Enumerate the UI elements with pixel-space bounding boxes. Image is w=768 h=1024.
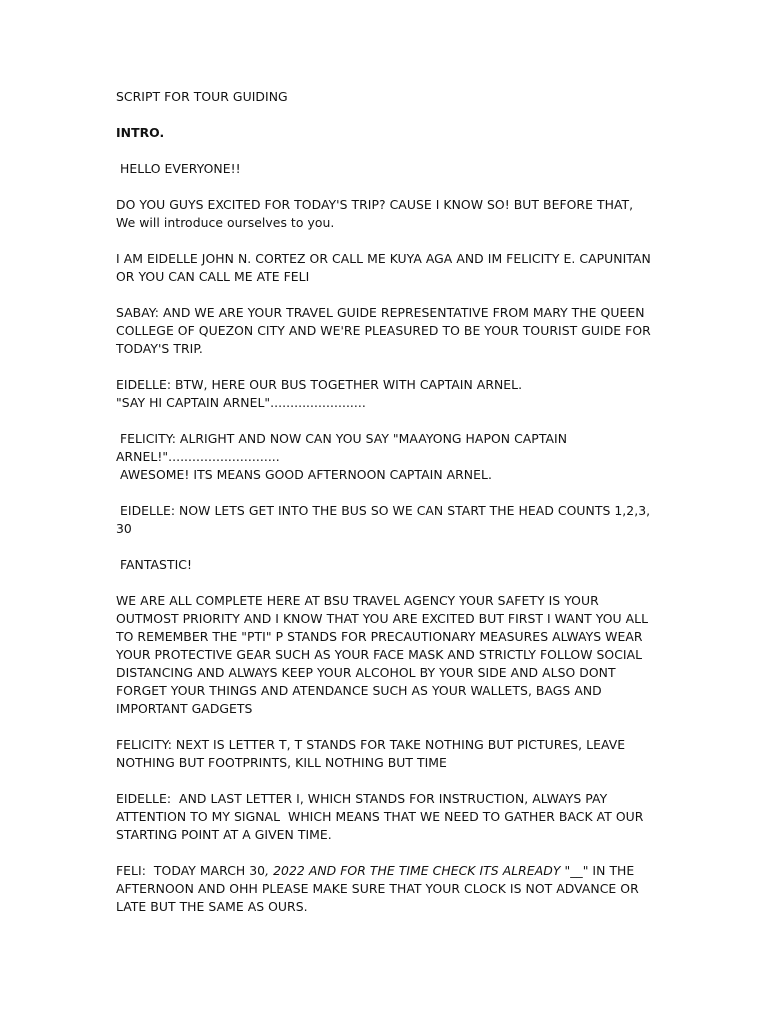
time-check-part-1: FELI: TODAY MARCH 30	[116, 863, 266, 878]
time-check-part-2: , 2022 AND FOR THE TIME CHECK ITS ALREADY "	[265, 863, 571, 878]
paragraph-head-count: EIDELLE: NOW LETS GET INTO THE BUS SO WE CAN START THE HEAD COUNTS 1,2,3, 30	[116, 503, 655, 536]
paragraph-excited: DO YOU GUYS EXCITED FOR TODAY'S TRIP? CAUSE I KNOW SO! BUT BEFORE THAT, We will introduce ourselves to you.	[116, 197, 634, 230]
paragraph-bus	[116, 376, 656, 412]
bus-line-1: EIDELLE: BTW, HERE OUR BUS TOGETHER WITH CAPTAIN ARNEL.	[116, 377, 523, 392]
paragraph-sabay: SABAY: AND WE ARE YOUR TRAVEL GUIDE REPRESENTATIVE FROM MARY THE QUEEN COLLEGE OF QUEZON CITY AND WE'RE PLEASURED TO BE YOUR TOURIST GUIDE FOR TODAY'S TRIP.	[116, 305, 651, 356]
captain-line-2: AWESOME! ITS MEANS GOOD AFTERNOON CAPTAIN ARNEL.	[116, 467, 492, 482]
paragraph-pti: WE ARE ALL COMPLETE HERE AT BSU TRAVEL AGENCY YOUR SAFETY IS YOUR OUTMOST PRIORITY AND I KNOW THAT YOU ARE EXCITED BUT FIRST I WANT YOU ALL TO REMEMBER THE "PTI" P STANDS FOR PRECAUTIONARY MEASURES ALWAYS WEAR YOUR PROTECTIVE GEAR SUCH AS YOUR FACE MASK AND STRICTLY FOLLOW SOCIAL DISTANCING AND ALWAYS KEEP YOUR ALCOHOL BY YOUR SIDE AND ALSO DONT FORGET YOUR THINGS AND ATENDANCE SUCH AS YOUR WALLETS, BAGS AND IMPORTANT GADGETS	[116, 593, 649, 716]
time-check-part-3: __" IN THE AFTERNOON AND OHH PLEASE MAKE SURE THAT YOUR CLOCK IS NOT ADVANCE OR LATE BUT THE SAME AS OURS.	[116, 863, 643, 914]
paragraph-time-check	[116, 862, 656, 916]
document-title: SCRIPT FOR TOUR GUIDING	[116, 89, 288, 104]
paragraph-fantastic: FANTASTIC!	[116, 557, 193, 572]
paragraph-greeting: HELLO EVERYONE!!	[116, 161, 241, 176]
paragraph-greeting-captain	[116, 430, 656, 484]
paragraph-letter-i: EIDELLE: AND LAST LETTER I, WHICH STANDS FOR INSTRUCTION, ALWAYS PAY ATTENTION TO MY SIGNAL WHICH MEANS THAT WE NEED TO GATHER BACK AT OUR STARTING POINT AT A GIVEN TIME.	[116, 791, 648, 842]
paragraph-introductions: I AM EIDELLE JOHN N. CORTEZ OR CALL ME KUYA AGA AND IM FELICITY E. CAPUNITAN OR YOU CAN CALL ME ATE FELI	[116, 251, 651, 284]
bus-line-2: "SAY HI CAPTAIN ARNEL"........................	[116, 395, 366, 410]
intro-heading: INTRO.	[116, 125, 165, 140]
paragraph-letter-t: FELICITY: NEXT IS LETTER T, T STANDS FOR TAKE NOTHING BUT PICTURES, LEAVE NOTHING BUT FOOTPRINTS, KILL NOTHING BUT TIME	[116, 737, 626, 770]
document-body	[116, 88, 656, 934]
captain-line-1: FELICITY: ALRIGHT AND NOW CAN YOU SAY "MAAYONG HAPON CAPTAIN ARNEL!"............................	[116, 431, 572, 464]
